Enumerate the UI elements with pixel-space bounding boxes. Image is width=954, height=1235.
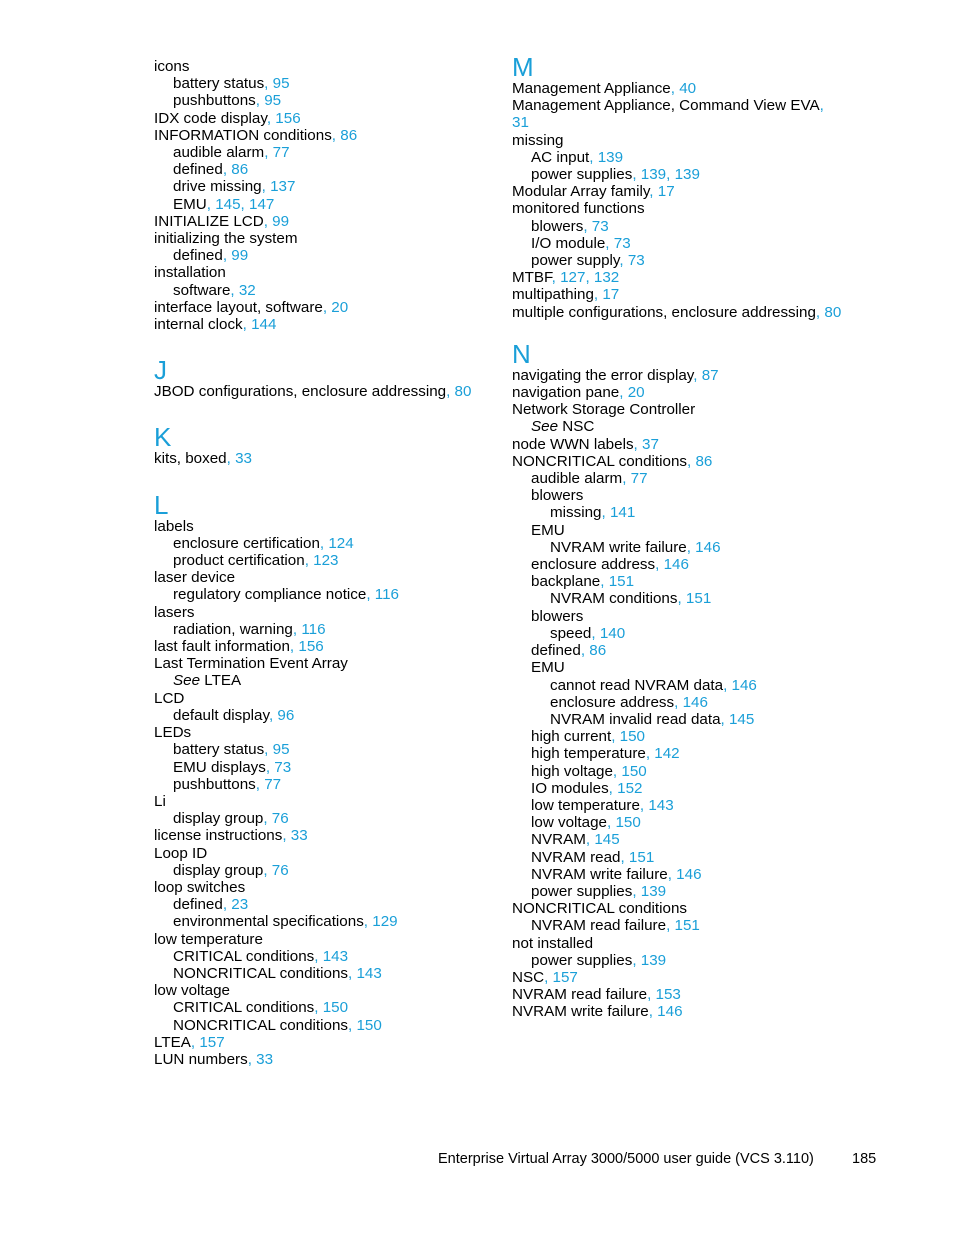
entry-term: internal clock	[154, 316, 243, 334]
index-entry: power supplies, 139	[531, 951, 667, 969]
index-entry	[154, 655, 484, 672]
page-link[interactable]: 86	[589, 642, 607, 660]
index-entry: battery status, 95	[173, 741, 290, 759]
entry-term: NONCRITICAL conditions	[512, 900, 687, 918]
index-entry: CRITICAL conditions, 143	[173, 947, 349, 965]
index-entry	[154, 879, 484, 896]
index-entry: NVRAM, 145	[531, 831, 620, 849]
entry-term: NSC	[512, 968, 545, 986]
entry-term: initializing the system	[154, 230, 298, 248]
page-link[interactable]: 139	[674, 166, 700, 184]
page-link[interactable]: 124	[328, 534, 354, 552]
index-entry: enclosure address, 146	[531, 556, 689, 574]
entry-term: blowers	[531, 607, 584, 625]
index-entry: NONCRITICAL conditions, 86	[512, 452, 713, 470]
section-letter: K	[154, 422, 172, 453]
page-link[interactable]: 99	[231, 247, 249, 265]
index-entry: NVRAM read failure, 153	[512, 986, 681, 1004]
page-link[interactable]: 147	[249, 195, 275, 213]
index-entry	[512, 418, 842, 435]
entry-term: LUN numbers	[154, 1050, 248, 1068]
page-link[interactable]: 73	[627, 252, 645, 270]
index-entry: NONCRITICAL conditions, 150	[173, 1016, 382, 1034]
entry-term: INFORMATION conditions	[154, 126, 332, 144]
index-entry: pushbuttons, 95	[173, 92, 282, 110]
index-entry: internal clock, 144	[154, 316, 277, 334]
entry-term: Li	[154, 792, 166, 810]
page-link[interactable]: 77	[264, 775, 282, 793]
index-entry: speed, 140	[550, 624, 626, 642]
page-link[interactable]: 145	[728, 710, 755, 728]
index-entry: Management Appliance, 40	[512, 80, 697, 97]
index-entry: blowers, 73	[531, 217, 609, 235]
page-link[interactable]: 86	[340, 126, 358, 144]
index-entry: enclosure address, 146	[550, 693, 708, 711]
index-entry: LTEA, 157	[154, 1033, 225, 1051]
entry-term: monitored functions	[512, 200, 645, 218]
page-link[interactable]: 145	[215, 195, 241, 213]
index-entry: navigating the error display, 87	[512, 366, 719, 384]
page-link[interactable]: 150	[615, 814, 641, 832]
page-link[interactable]: 116	[301, 620, 326, 638]
index-entry: high voltage, 150	[531, 762, 647, 780]
index-entry: drive missing, 137	[173, 178, 296, 196]
page-link[interactable]: 96	[277, 706, 295, 724]
index-section-l	[154, 489, 484, 1069]
index-entry: EMU, 145, 147	[173, 195, 275, 213]
entry-term: labels	[154, 517, 194, 535]
page-link[interactable]: 76	[271, 861, 289, 879]
see-reference-label: See	[531, 418, 559, 436]
page-link[interactable]: 146	[657, 1003, 683, 1021]
index-entry: radiation, warning, 116	[173, 620, 326, 638]
index-entry	[512, 659, 842, 676]
index-entry: IDX code display, 156	[154, 109, 301, 127]
page-link[interactable]: 157	[199, 1033, 225, 1051]
index-entry: NSC, 157	[512, 968, 578, 986]
page-link[interactable]: 86	[695, 452, 713, 470]
page-link[interactable]: 129	[372, 913, 398, 931]
page-link[interactable]: 139	[597, 148, 624, 166]
index-entry: audible alarm, 77	[531, 470, 648, 488]
index-column-left	[154, 58, 484, 1092]
index-section-k	[154, 424, 484, 467]
index-entry: high current, 150	[531, 728, 645, 746]
index-entry: display group, 76	[173, 810, 289, 828]
entry-term: NVRAM	[531, 831, 586, 849]
entry-term: last fault information	[154, 638, 290, 656]
page-link[interactable]: 17	[657, 183, 675, 201]
page-link[interactable]: 33	[290, 827, 308, 845]
page-link[interactable]: 132	[593, 269, 620, 287]
page-link[interactable]: 80	[824, 303, 842, 321]
index-entry: environmental specifications, 129	[173, 913, 398, 931]
entry-term: navigating the error display	[512, 366, 694, 384]
page-link[interactable]: 23	[231, 896, 249, 914]
index-entry: low temperature, 143	[531, 796, 674, 814]
index-section-j	[154, 357, 484, 400]
entry-term: Loop ID	[154, 844, 208, 862]
page-link[interactable]: 73	[613, 234, 631, 252]
entry-term: low temperature	[531, 796, 640, 814]
index-entry	[154, 793, 484, 810]
entry-term: low temperature	[154, 930, 263, 948]
entry-term: installation	[154, 264, 226, 282]
page-link[interactable]: 73	[274, 758, 292, 776]
page-link[interactable]: 80	[454, 383, 472, 401]
index-entry: Management Appliance, Command View EVA, 31	[512, 97, 824, 132]
page-link[interactable]: 20	[331, 298, 349, 316]
index-entry: product certification, 123	[173, 552, 339, 570]
page-link[interactable]: 146	[682, 693, 708, 711]
entry-term: power supplies	[531, 951, 633, 969]
index-entry: license instructions, 33	[154, 827, 308, 845]
entry-term: NONCRITICAL conditions	[512, 452, 687, 470]
index-entry: NONCRITICAL conditions, 143	[173, 964, 382, 982]
index-entry: EMU displays, 73	[173, 758, 292, 776]
index-entry: cannot read NVRAM data, 146	[550, 676, 757, 694]
entry-term: power supplies	[531, 166, 633, 184]
entry-term: backplane	[531, 573, 601, 591]
entry-term: pushbuttons	[173, 92, 256, 110]
entry-term: Last Termination Event Array	[154, 655, 348, 673]
entry-term: IDX code display	[154, 109, 267, 127]
index-entry	[154, 845, 484, 862]
entry-term: LTEA	[204, 672, 242, 690]
page-link[interactable]: 145	[594, 831, 620, 849]
entry-term: EMU displays	[173, 758, 266, 776]
page-link[interactable]: 127	[560, 269, 586, 287]
entry-term: NVRAM conditions	[550, 590, 678, 608]
index-entry	[154, 724, 484, 741]
index-section-m	[512, 54, 842, 321]
page-link[interactable]: 32	[238, 281, 256, 299]
entry-term: Network Storage Controller	[512, 401, 696, 419]
entry-term: display group	[173, 861, 264, 879]
index-entry: missing, 141	[550, 504, 636, 522]
index-entry: JBOD configurations, enclosure addressing, 80	[154, 383, 472, 401]
footer-title: Enterprise Virtual Array 3000/5000 user guide (VCS 3.110)	[438, 1151, 814, 1167]
index-entry: regulatory compliance notice, 116	[173, 586, 399, 604]
entry-term: I/O module	[531, 234, 606, 252]
entry-term: CRITICAL conditions	[173, 999, 315, 1017]
page-link[interactable]: 17	[602, 286, 620, 304]
entry-term: Management Appliance, Command View EVA	[512, 97, 820, 115]
page-link[interactable]: 151	[628, 848, 655, 866]
entry-term: audible alarm	[531, 470, 623, 488]
page-link[interactable]: 95	[264, 92, 282, 110]
index-entry: navigation pane, 20	[512, 384, 645, 402]
page-link[interactable]: 77	[630, 470, 648, 488]
page-link[interactable]: 143	[356, 964, 382, 982]
entry-term: NONCRITICAL conditions	[173, 964, 348, 982]
page-link[interactable]: 87	[701, 366, 719, 384]
entry-term: AC input	[531, 148, 590, 166]
entry-term: lasers	[154, 603, 195, 621]
entry-term: environmental specifications	[173, 913, 364, 931]
index-entry: last fault information, 156	[154, 638, 324, 656]
entry-term: speed	[550, 624, 592, 642]
index-entry	[154, 569, 484, 586]
index-entry: battery status, 95	[173, 75, 290, 93]
entry-term: audible alarm	[173, 144, 265, 162]
index-entry: defined, 99	[173, 247, 249, 265]
index-entry: INFORMATION conditions, 86	[154, 126, 358, 144]
index-entry: power supplies, 139	[531, 882, 667, 900]
entry-term: low voltage	[531, 814, 607, 832]
entry-term: enclosure certification	[173, 534, 320, 552]
entry-term: cannot read NVRAM data	[550, 676, 724, 694]
index-entry: multipathing, 17	[512, 286, 620, 304]
page-link[interactable]: 95	[272, 75, 290, 93]
page-link[interactable]: 157	[552, 968, 578, 986]
index-entry: low voltage, 150	[531, 814, 641, 832]
index-entry: backplane, 151	[531, 573, 635, 591]
index-entry: interface layout, software, 20	[154, 298, 349, 316]
page-link[interactable]: 99	[272, 212, 290, 230]
page-link[interactable]: 95	[272, 741, 290, 759]
page-link[interactable]: 151	[674, 917, 700, 935]
entry-term: NVRAM read	[531, 848, 621, 866]
page-link[interactable]: 77	[272, 144, 290, 162]
index-entry: NVRAM write failure, 146	[550, 538, 721, 556]
page-link[interactable]: 146	[731, 676, 757, 694]
entry-term: NVRAM read failure	[512, 986, 648, 1004]
entry-term: default display	[173, 706, 269, 724]
section-letter: L	[154, 489, 169, 520]
entry-term: software	[173, 281, 231, 299]
entry-term: NVRAM write failure	[531, 865, 668, 883]
page-link[interactable]: 116	[374, 586, 399, 604]
index-entry: enclosure certification, 124	[173, 534, 354, 552]
page-link[interactable]: 141	[609, 504, 636, 522]
page-number: 185	[852, 1151, 877, 1167]
entry-term: navigation pane	[512, 384, 620, 402]
entry-term: MTBF	[512, 269, 552, 287]
index-entry: NVRAM invalid read data, 145	[550, 710, 755, 728]
index-entry: pushbuttons, 77	[173, 775, 282, 793]
index-entry: INITIALIZE LCD, 99	[154, 212, 290, 230]
index-entry	[154, 690, 484, 707]
index-entry: node WWN labels, 37	[512, 435, 659, 453]
index-entry	[154, 982, 484, 999]
page-link[interactable]: 150	[619, 728, 645, 746]
entry-term: enclosure address	[531, 556, 656, 574]
entry-term: loop switches	[154, 878, 246, 896]
entry-term: battery status	[173, 75, 265, 93]
entry-term: multiple configurations, enclosure addressing	[512, 303, 816, 321]
index-entry: NVRAM read failure, 151	[531, 917, 700, 935]
entry-term: NVRAM read failure	[531, 917, 667, 935]
index-entry	[154, 58, 484, 75]
entry-term: NSC	[562, 418, 595, 436]
entry-term: EMU	[173, 195, 207, 213]
entry-term: pushbuttons	[173, 775, 256, 793]
entry-term: defined	[173, 896, 223, 914]
index-entry	[512, 132, 842, 149]
page-link[interactable]: 146	[663, 556, 689, 574]
section-letter: J	[154, 355, 167, 386]
index-section	[154, 58, 484, 333]
index-entry	[512, 487, 842, 504]
entry-term: license instructions	[154, 827, 283, 845]
index-entry: I/O module, 73	[531, 234, 631, 252]
index-entry: NVRAM write failure, 146	[531, 865, 702, 883]
entry-term: Modular Array family	[512, 183, 650, 201]
index-entry	[154, 604, 484, 621]
entry-term: high current	[531, 728, 612, 746]
entry-term: NVRAM write failure	[512, 1003, 649, 1021]
page-link[interactable]: 40	[679, 80, 697, 97]
index-entry: power supplies, 139, 139	[531, 166, 700, 184]
entry-term: power supply	[531, 252, 620, 270]
index-entry	[512, 935, 842, 952]
index-entry: NVRAM conditions, 151	[550, 590, 712, 608]
index-entry: IO modules, 152	[531, 779, 643, 797]
index-entry: kits, boxed, 33	[154, 450, 252, 468]
page-link[interactable]: 86	[231, 161, 249, 179]
page-link[interactable]: 33	[256, 1050, 274, 1068]
index-entry	[512, 522, 842, 539]
entry-term: CRITICAL conditions	[173, 947, 315, 965]
entry-term: IO modules	[531, 779, 609, 797]
index-entry: AC input, 139	[531, 148, 624, 166]
entry-term: defined	[173, 161, 223, 179]
entry-term: NONCRITICAL conditions	[173, 1016, 348, 1034]
page-link[interactable]: 146	[676, 865, 702, 883]
entry-term: JBOD configurations, enclosure addressing	[154, 383, 447, 401]
entry-term: radiation, warning	[173, 620, 293, 638]
entry-term: product certification	[173, 552, 305, 570]
index-entry: default display, 96	[173, 706, 295, 724]
entry-term: kits, boxed	[154, 450, 227, 468]
index-entry: software, 32	[173, 281, 256, 299]
entry-term: low voltage	[154, 982, 230, 1000]
entry-term: EMU	[531, 521, 565, 539]
index-entry: CRITICAL conditions, 150	[173, 999, 349, 1017]
page-link[interactable]: 140	[599, 624, 626, 642]
index-entry: defined, 23	[173, 896, 249, 914]
section-letter: N	[512, 338, 531, 369]
index-entry	[512, 608, 842, 625]
entry-term: battery status	[173, 741, 265, 759]
index-entry	[154, 931, 484, 948]
entry-term: missing	[512, 131, 564, 149]
entry-term: EMU	[531, 659, 565, 677]
page-link[interactable]: 139	[640, 166, 667, 184]
page-link[interactable]: 146	[695, 538, 721, 556]
entry-term: power supplies	[531, 882, 633, 900]
index-entry	[154, 518, 484, 535]
entry-term: Management Appliance	[512, 80, 671, 97]
page-link[interactable]: 156	[298, 638, 324, 656]
entry-term: icons	[154, 58, 190, 75]
index-entry: MTBF, 127, 132	[512, 269, 620, 287]
entry-term: node WWN labels	[512, 435, 634, 453]
page-link[interactable]: 150	[322, 999, 349, 1017]
page-link[interactable]: 151	[685, 590, 712, 608]
entry-term: defined	[173, 247, 223, 265]
index-entry	[512, 401, 842, 418]
page-link[interactable]: 20	[627, 384, 645, 402]
section-letter: M	[512, 52, 534, 82]
index-entry: defined, 86	[531, 642, 607, 660]
index-entry: Modular Array family, 17	[512, 183, 675, 201]
entry-term: not installed	[512, 934, 594, 952]
index-entry: multiple configurations, enclosure addressing, 80	[512, 303, 842, 321]
index-entry	[512, 900, 842, 917]
see-reference-label: See	[173, 672, 201, 690]
page-link[interactable]: 142	[654, 745, 680, 763]
entry-term: defined	[531, 642, 581, 660]
page-link[interactable]: 143	[648, 796, 674, 814]
entry-term: enclosure address	[550, 693, 675, 711]
index-entry: display group, 76	[173, 861, 289, 879]
page-link[interactable]: 156	[275, 109, 301, 127]
index-entry	[154, 672, 484, 689]
index-entry: LUN numbers, 33	[154, 1050, 274, 1068]
index-column-right	[512, 52, 842, 1045]
page-link[interactable]: 123	[313, 552, 339, 570]
page-link[interactable]: 139	[640, 882, 667, 900]
entry-term: high temperature	[531, 745, 646, 763]
index-entry: audible alarm, 77	[173, 144, 290, 162]
page-link[interactable]: 150	[621, 762, 647, 780]
page-link[interactable]: 144	[251, 316, 277, 334]
page-link[interactable]: 73	[591, 217, 609, 235]
page-link[interactable]: 37	[642, 435, 659, 453]
page-link[interactable]: 33	[235, 450, 252, 468]
entry-term: LEDs	[154, 724, 192, 742]
index-entry: NVRAM write failure, 146	[512, 1003, 683, 1021]
entry-term: NVRAM write failure	[550, 538, 687, 556]
page-link[interactable]: 143	[322, 947, 349, 965]
page-link[interactable]: 151	[608, 573, 635, 591]
index-section-n	[512, 338, 842, 1021]
entry-term: multipathing	[512, 286, 594, 304]
index-entry	[154, 230, 484, 247]
page-link[interactable]: 152	[617, 779, 643, 797]
page-link[interactable]: 153	[655, 986, 681, 1004]
index-entry: NVRAM read, 151	[531, 848, 655, 866]
index-entry: power supply, 73	[531, 252, 645, 270]
page-link[interactable]: 139	[640, 951, 667, 969]
index-entry	[154, 264, 484, 281]
index-entry	[512, 200, 842, 217]
index-entry: high temperature, 142	[531, 745, 680, 763]
entry-term: high voltage	[531, 762, 613, 780]
entry-term: regulatory compliance notice	[173, 586, 367, 604]
entry-term: missing	[550, 504, 602, 522]
entry-term: display group	[173, 810, 264, 828]
entry-term: laser device	[154, 569, 236, 587]
entry-term: INITIALIZE LCD	[154, 212, 264, 230]
page-link[interactable]: 76	[271, 810, 289, 828]
entry-term: LCD	[154, 689, 185, 707]
entry-term: drive missing	[173, 178, 262, 196]
entry-term: blowers	[531, 487, 584, 505]
page-link[interactable]: 137	[270, 178, 296, 196]
page-link[interactable]: 31	[512, 114, 529, 132]
page-link[interactable]: 150	[356, 1016, 382, 1034]
entry-term: NVRAM invalid read data	[550, 710, 721, 728]
entry-term: LTEA	[154, 1033, 191, 1051]
entry-term: blowers	[531, 217, 584, 235]
index-entry: defined, 86	[173, 161, 249, 179]
entry-term: interface layout, software	[154, 298, 323, 316]
